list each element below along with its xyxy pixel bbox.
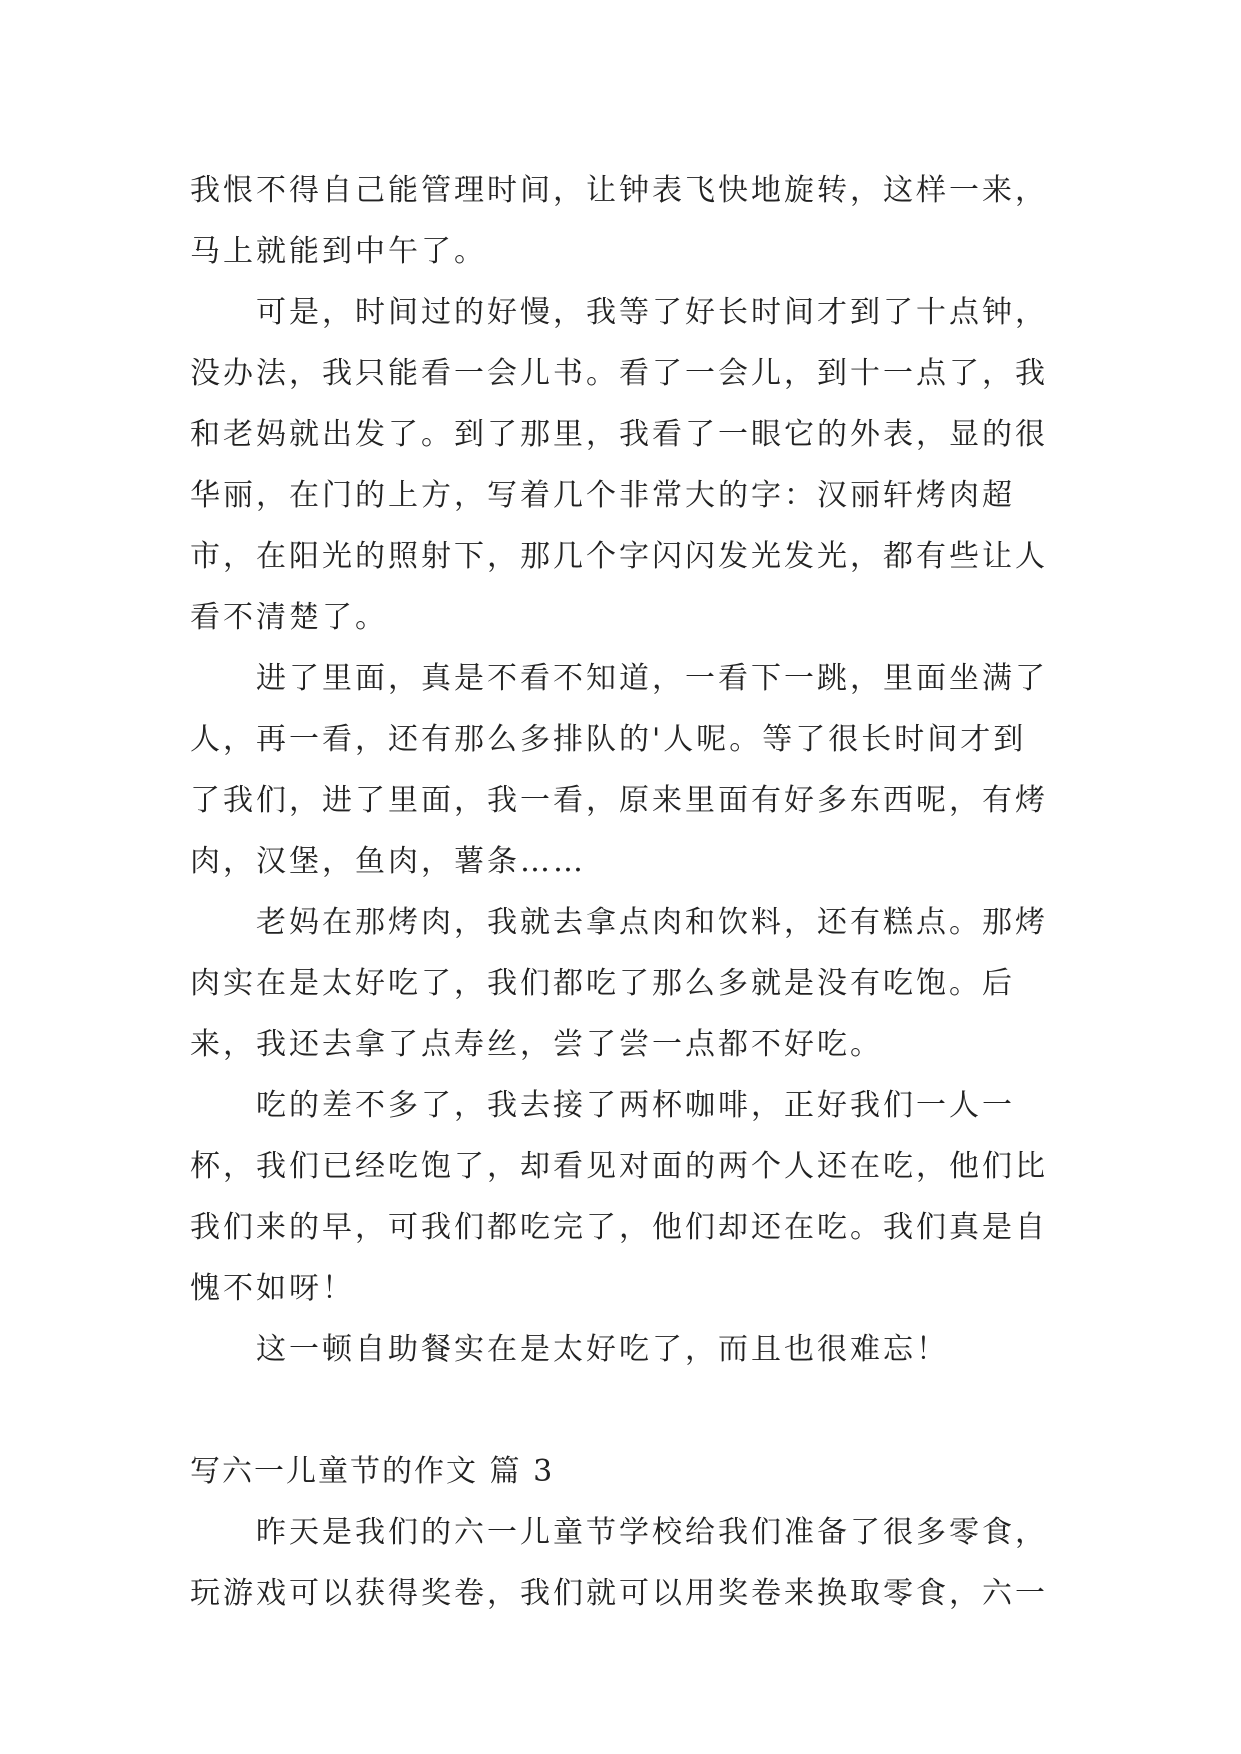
paragraph-2: 可是，时间过的好慢，我等了好长时间才到了十点钟，没办法，我只能看一会儿书。看了一会儿，到十一点了，我和老妈就出发了。到了那里，我看了一眼它的外表，显的很华丽，在门的上方，写着几个非常大的字：汉丽轩烤肉超市，在阳光的照射下，那几个字闪闪发光发光，都有些让人看不清楚了。 — [190, 295, 1048, 635]
paragraph-5: 吃的差不多了，我去接了两杯咖啡，正好我们一人一杯，我们已经吃饱了，却看见对面的两个人还在吃，他们比我们来的早，可我们都吃完了，他们却还在吃。我们真是自愧不如呀！ — [190, 1088, 1048, 1306]
paragraph-6: 这一顿自助餐实在是太好吃了，而且也很难忘！ — [256, 1332, 949, 1367]
paragraph-1: 我恨不得自己能管理时间，让钟表飞快地旋转，这样一来，马上就能到中午了。 — [190, 173, 1048, 269]
paragraph-3: 进了里面，真是不看不知道，一看下一跳，里面坐满了人，再一看，还有那么多排队的'人呢。等了很长时间才到了我们，进了里面，我一看，原来里面有好多东西呢，有烤肉，汉堡，鱼肉，薯条…… — [190, 661, 1048, 879]
section-paragraph-1: 昨天是我们的六一儿童节学校给我们准备了很多零食，玩游戏可以获得奖卷，我们就可以用奖卷来换取零食，六一 — [190, 1515, 1048, 1611]
section-heading: 写六一儿童节的作文 篇 3 — [190, 1454, 555, 1489]
section-gap — [190, 1380, 1052, 1441]
document-body — [190, 160, 1052, 1624]
paragraph-4: 老妈在那烤肉，我就去拿点肉和饮料，还有糕点。那烤肉实在是太好吃了，我们都吃了那么多就是没有吃饱。后来，我还去拿了点寿丝，尝了尝一点都不好吃。 — [190, 905, 1048, 1062]
